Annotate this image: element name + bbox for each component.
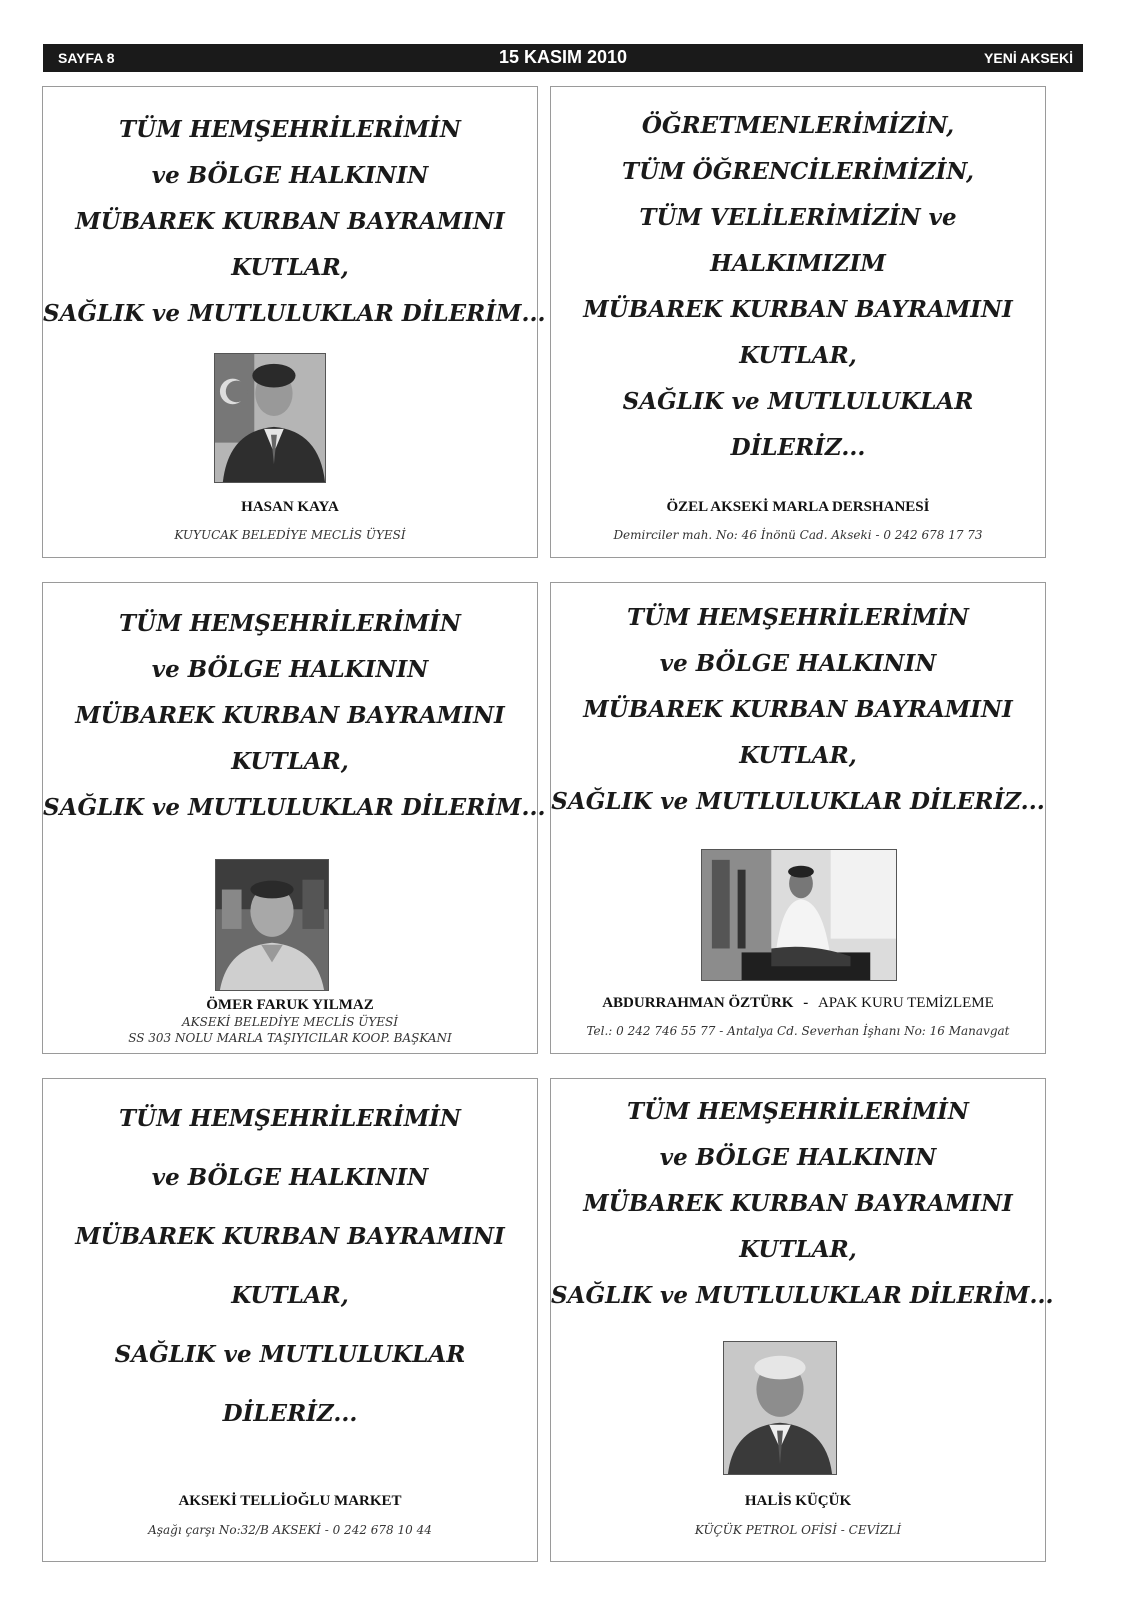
ad-message: TÜM HEMŞEHRİLERİMİN ve BÖLGE HALKININ MÜBAREK KURBAN BAYRAMINI KUTLAR, SAĞLIK ve MUTLULUKLAR DİLERİM... [43, 116, 546, 327]
ad-apak-kuru-temizleme [550, 582, 1046, 1054]
page-header [43, 44, 1083, 72]
advertiser-name: HASAN KAYA [241, 499, 339, 515]
ad-omer-faruk-yilmaz [42, 582, 546, 1054]
advertiser-business: KÜÇÜK PETROL OFİSİ - CEVİZLİ [694, 1523, 902, 1537]
ad-hasan-kaya [42, 86, 546, 558]
name-separator: - [803, 995, 809, 1011]
advertiser-line [551, 995, 1045, 1012]
advertiser-address: Tel.: 0 242 746 55 77 - Antalya Cd. Severhan İşhanı No: 16 Manavgat [586, 1024, 1010, 1038]
ad-halis-kucuk [550, 1078, 1054, 1562]
ad-message: TÜM HEMŞEHRİLERİMİN ve BÖLGE HALKININ MÜBAREK KURBAN BAYRAMINI KUTLAR, SAĞLIK ve MUTLULUKLAR DİLERİM... [551, 1098, 1054, 1309]
advertiser-address: Aşağı çarşı No:32/B AKSEKİ - 0 242 678 10 44 [148, 1523, 432, 1537]
ad-message: TÜM HEMŞEHRİLERİMİN ve BÖLGE HALKININ MÜBAREK KURBAN BAYRAMINI KUTLAR, SAĞLIK ve MUTLULUKLAR DİLERİZ... [75, 1105, 505, 1427]
advertiser-name: ÖMER FARUK YILMAZ [206, 997, 374, 1013]
advertiser-title-2: SS 303 NOLU MARLA TAŞIYICILAR KOOP. BAŞKANI [128, 1031, 452, 1045]
business-photo [701, 849, 897, 981]
advertiser-address: Demirciler mah. No: 46 İnönü Cad. Akseki - 0 242 678 17 73 [613, 528, 983, 542]
advertiser-title-1: AKSEKİ BELEDİYE MECLİS ÜYESİ [181, 1015, 399, 1029]
portrait-photo [215, 859, 329, 991]
business-name: APAK KURU TEMİZLEME [817, 995, 994, 1011]
advertiser-name: AKSEKİ TELLİOĞLU MARKET [178, 1493, 402, 1509]
issue-date: 15 KASIM 2010 [498, 47, 628, 67]
advertiser-name: HALİS KÜÇÜK [744, 1493, 852, 1509]
ad-message: TÜM HEMŞEHRİLERİMİN ve BÖLGE HALKININ MÜBAREK KURBAN BAYRAMINI KUTLAR, SAĞLIK ve MUTLULUKLAR DİLERİZ... [551, 604, 1045, 815]
advertiser-name: ÖZEL AKSEKİ MARLA DERSHANESİ [666, 499, 930, 515]
ad-message: TÜM HEMŞEHRİLERİMİN ve BÖLGE HALKININ MÜBAREK KURBAN BAYRAMINI KUTLAR, SAĞLIK ve MUTLULUKLAR DİLERİM... [43, 610, 546, 821]
page-number: SAYFA 8 [58, 50, 115, 66]
portrait-photo [214, 353, 326, 483]
advertiser-name: ABDURRAHMAN ÖZTÜRK [602, 995, 794, 1011]
newspaper-name: YENİ AKSEKİ [984, 50, 1073, 66]
ad-message: ÖĞRETMENLERİMİZİN, TÜM ÖĞRENCİLERİMİZİN, TÜM VELİLERİMİZİN ve HALKIMIZIM MÜBAREK KURBAN BAYRAMINI KUTLAR, SAĞLIK ve MUTLULUKLAR DİLERİZ... [583, 112, 1013, 461]
ad-marla-dershanesi [550, 86, 1046, 558]
portrait-photo [723, 1341, 837, 1475]
advertiser-title: KUYUCAK BELEDİYE MECLİS ÜYESİ [174, 528, 406, 542]
ad-telliöglu-market [42, 1078, 538, 1562]
